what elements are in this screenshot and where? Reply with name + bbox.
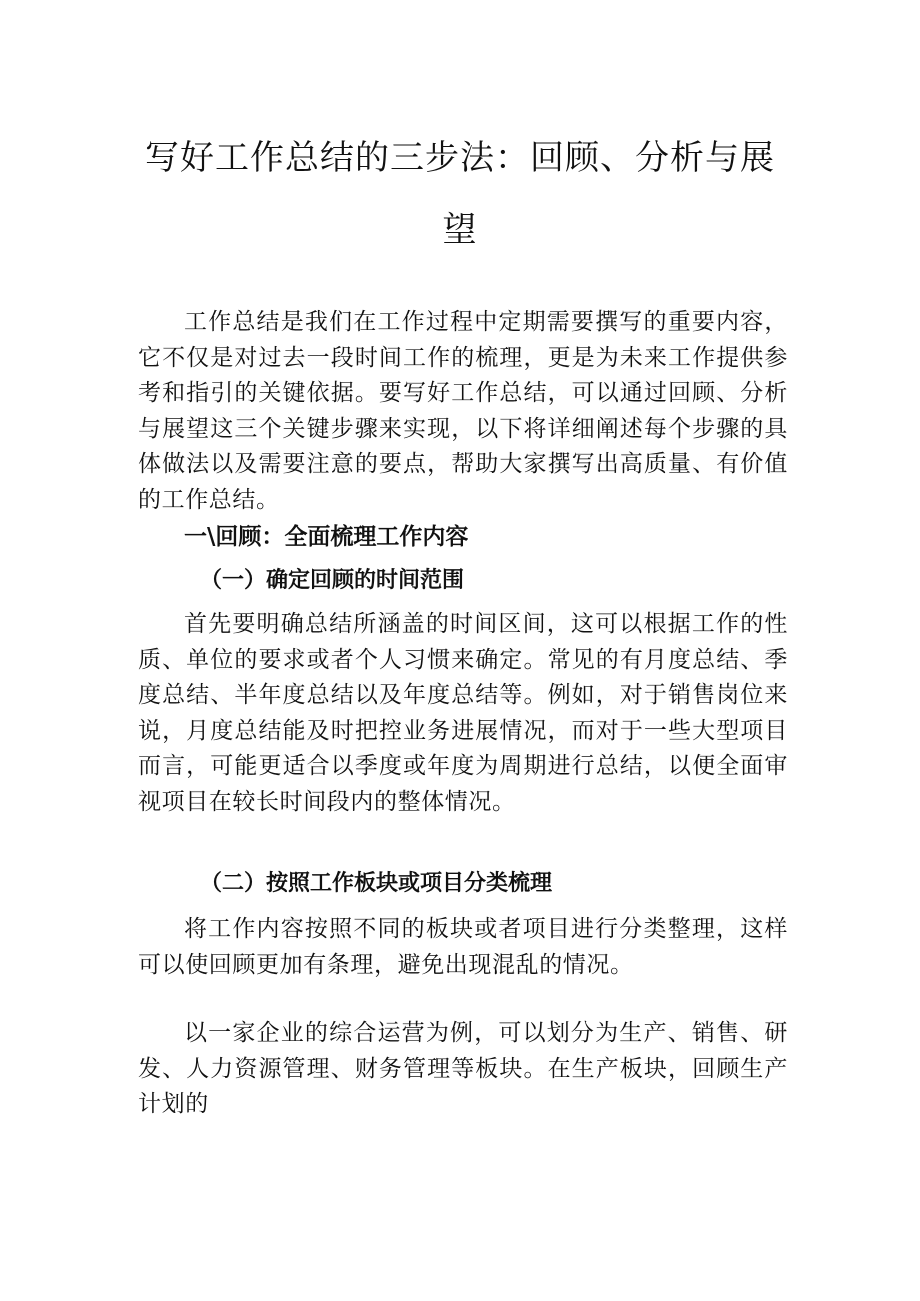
section-heading-review: 一\回顾：全面梳理工作内容	[184, 524, 469, 550]
subsection-heading-classify: （二）按照工作板块或项目分类梳理	[200, 870, 553, 896]
time-range-paragraph: 首先要明确总结所涵盖的时间区间，这可以根据工作的性质、单位的要求或者个人习惯来确定。常见的有月度总结、季度总结、半年度总结以及年度总结等。例如，对于销售岗位来说，月度总结能及时把控业务进展情况，而对于一些大型项目而言，可能更适合以季度或年度为周期进行总结，以便全面审视项目在较长时间段内的整体情况。	[138, 611, 788, 815]
classify-paragraph: 将工作内容按照不同的板块或者项目进行分类整理，这样可以使回顾更加有条理，避免出现混乱的情况。	[138, 916, 788, 978]
intro-paragraph: 工作总结是我们在工作过程中定期需要撰写的重要内容，它不仅是对过去一段时间工作的梳理，更是为未来工作提供参考和指引的关键依据。要写好工作总结，可以通过回顾、分析与展望这三个关键步骤来实现，以下将详细阐述每个步骤的具体做法以及需要注意的要点，帮助大家撰写出高质量、有价值的工作总结。	[138, 309, 788, 513]
subsection-heading-time-range: （一）确定回顾的时间范围	[200, 567, 465, 593]
document-title-line1: 写好工作总结的三步法：回顾、分析与展	[145, 138, 775, 178]
document-title-line2: 望	[442, 210, 478, 250]
example-paragraph: 以一家企业的综合运营为例，可以划分为生产、销售、研发、人力资源管理、财务管理等板块。在生产板块，回顾生产计划的	[138, 1020, 788, 1117]
